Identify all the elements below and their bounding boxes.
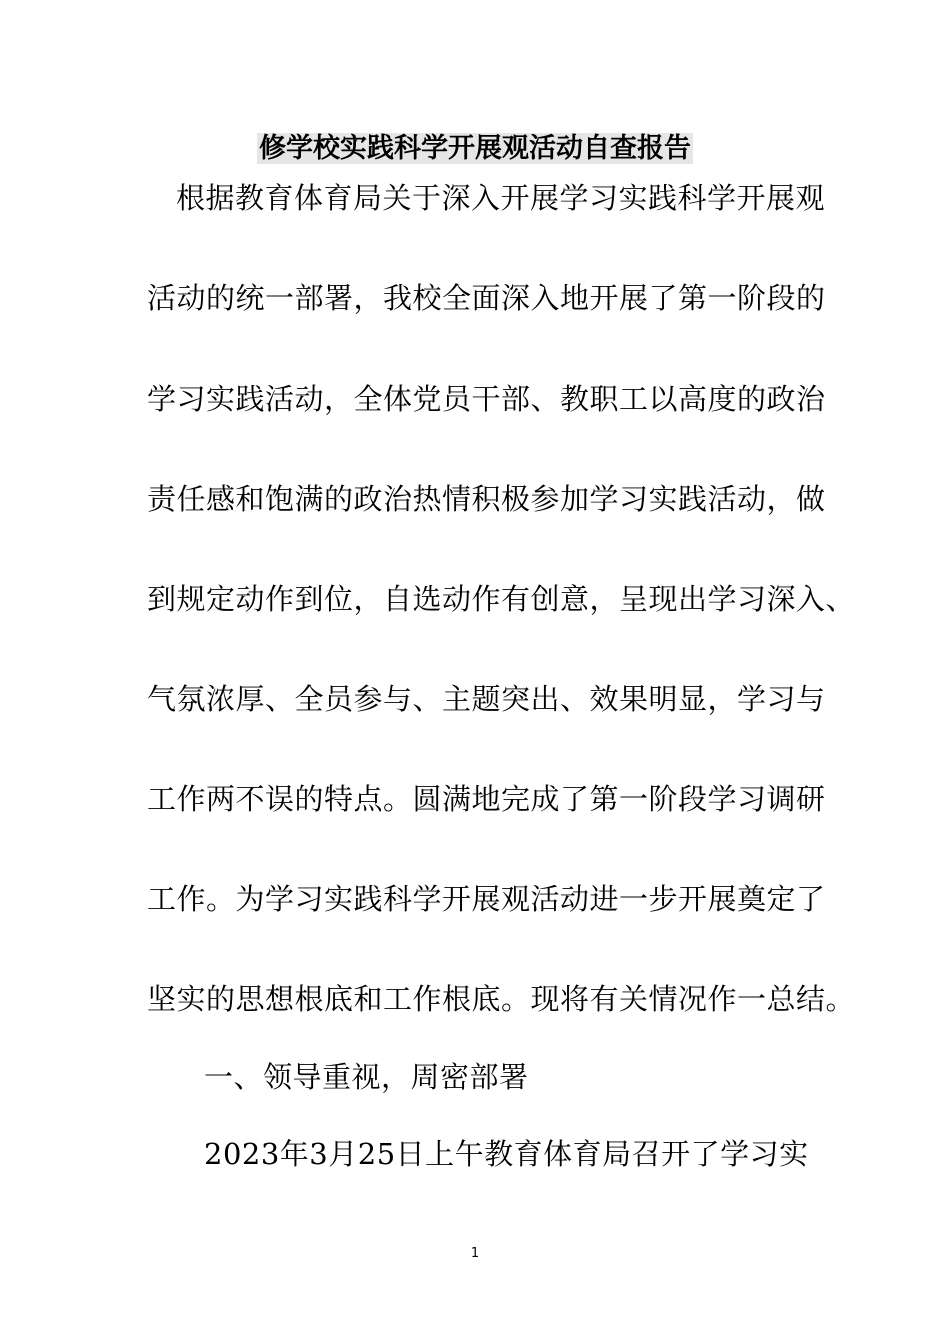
paragraph-line: 气氛浓厚、全员参与、主题突出、效果明显，学习与 (147, 682, 826, 716)
document-title-text: 修学校实践科学开展观活动自查报告 (259, 133, 691, 164)
section-heading: 一、领导重视，周密部署 (204, 1060, 529, 1094)
paragraph-line: 学习实践活动，全体党员干部、教职工以高度的政治 (147, 382, 826, 416)
paragraph-line: 到规定动作到位，自选动作有创意，呈现出学习深入、 (147, 582, 856, 616)
paragraph-line: 工作两不误的特点。圆满地完成了第一阶段学习调研 (147, 782, 826, 816)
paragraph-line: 2023年3月25日上午教育体育局召开了学习实 (204, 1137, 809, 1171)
document-title (0, 131, 950, 167)
paragraph-line: 责任感和饱满的政治热情积极参加学习实践活动，做 (147, 482, 826, 516)
paragraph-line: 根据教育体育局关于深入开展学习实践科学开展观 (176, 181, 826, 215)
paragraph-line: 工作。为学习实践科学开展观活动进一步开展奠定了 (147, 882, 826, 916)
paragraph-line: 活动的统一部署，我校全面深入地开展了第一阶段的 (147, 281, 826, 315)
page-number: 1 (470, 1246, 480, 1261)
paragraph-line: 坚实的思想根底和工作根底。现将有关情况作一总结。 (147, 982, 856, 1016)
